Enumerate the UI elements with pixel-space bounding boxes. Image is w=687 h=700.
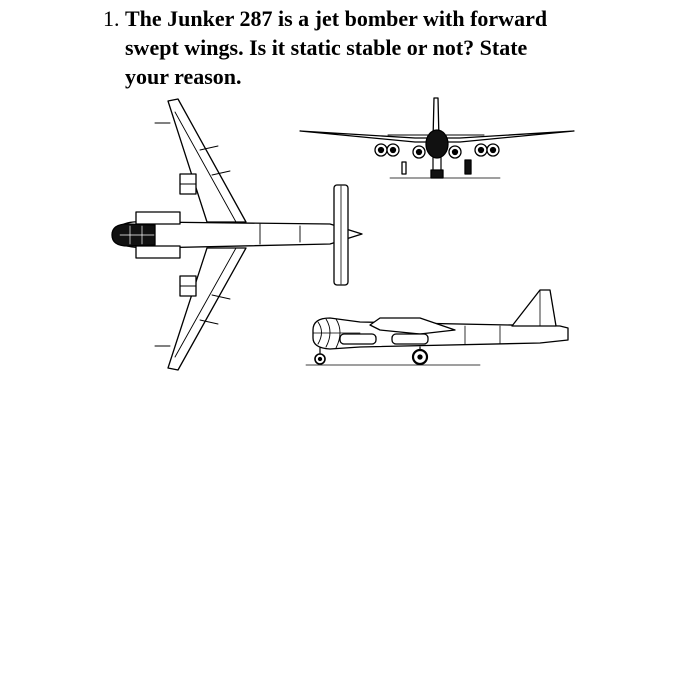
question-text: The Junker 287 is a jet bomber with forward swept wings. Is it static stable or not? State your reason. [125, 6, 548, 89]
question-number: 1. [103, 6, 120, 31]
side-view [306, 290, 568, 365]
front-view [300, 98, 574, 178]
